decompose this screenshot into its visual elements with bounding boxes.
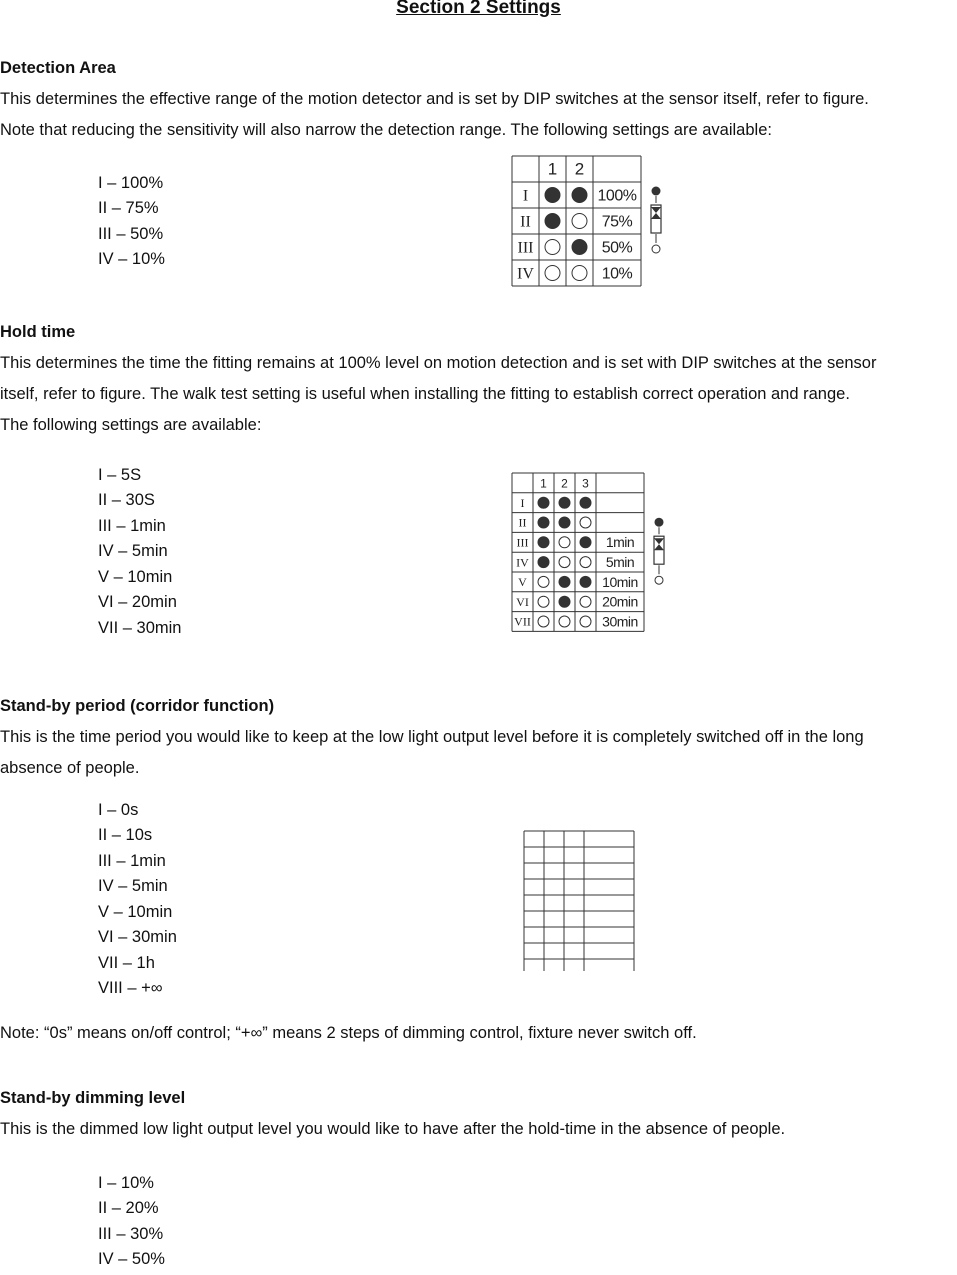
standby-period-option: V – 10min <box>98 903 173 921</box>
standby-period-note: Note: “0s” means on/off control; “+∞” means 2 steps of dimming control, fixture never switch off. <box>0 1024 697 1042</box>
row-value-label: 10% <box>601 265 633 283</box>
dip-column-number: 3 <box>582 476 589 491</box>
standby-period-option: III – 1min <box>98 852 166 870</box>
row-roman-label: IV <box>517 265 534 283</box>
dip-off-dot <box>572 266 587 281</box>
row-roman-label: VII <box>514 614 531 629</box>
standby-dimming-option: II – 20% <box>98 1199 159 1217</box>
dip-on-dot <box>580 497 591 508</box>
standby-dimming-dip-switch-table <box>518 1164 688 1275</box>
detection-option: IV – 10% <box>98 250 165 268</box>
standby-period-heading: Stand-by period (corridor function) <box>0 697 275 715</box>
dip-on-dot <box>559 596 570 607</box>
standby-dimming-option: I – 10% <box>98 1174 154 1192</box>
standby-period-option: IV – 5min <box>98 877 168 895</box>
standby-period-option: VIII – +∞ <box>98 979 163 997</box>
dip-off-dot <box>580 616 591 627</box>
detection-area-heading: Detection Area <box>0 59 116 77</box>
standby-period-option: I – 0s <box>98 801 139 819</box>
standby-period-option: VII – 1h <box>98 954 155 972</box>
dip-off-dot <box>580 517 591 528</box>
detection-dip-switch-table <box>505 150 680 292</box>
dip-column-number: 2 <box>574 159 585 179</box>
dip-off-dot <box>559 537 570 548</box>
hold-time-option: VII – 30min <box>98 619 182 637</box>
page-title: Section 2 Settings <box>396 0 561 18</box>
hold-time-text-line-1: This determines the time the fitting remains at 100% level on motion detection and is set with DIP switches at the sensor <box>0 354 877 372</box>
standby-period-option: VI – 30min <box>98 928 177 946</box>
row-value-label: 50% <box>601 239 633 257</box>
hold-time-text-line-2: itself, refer to figure. The walk test setting is useful when installing the fitting to establish correct operation and range. <box>0 385 850 403</box>
row-roman-label: III <box>517 239 534 257</box>
switch-on-indicator-icon <box>655 518 664 527</box>
dip-on-dot <box>580 576 591 587</box>
dip-off-dot <box>580 596 591 607</box>
row-value-label: 20min <box>602 593 638 610</box>
dip-on-dot <box>538 537 549 548</box>
dip-on-dot <box>545 188 560 203</box>
hold-time-text-line-3: The following settings are available: <box>0 416 262 434</box>
dip-off-dot <box>538 616 549 627</box>
dip-off-dot <box>572 214 587 229</box>
hold-time-option: V – 10min <box>98 568 173 586</box>
dip-on-dot <box>572 188 587 203</box>
dip-off-dot <box>545 266 560 281</box>
row-value-label: 1min <box>605 534 635 551</box>
hold-time-dip-switch-table <box>505 468 680 636</box>
detection-option: II – 75% <box>98 199 159 217</box>
dip-on-dot <box>559 576 570 587</box>
hold-time-option: I – 5S <box>98 466 142 484</box>
switch-on-indicator-icon <box>652 187 661 196</box>
row-roman-label: II <box>520 213 531 231</box>
dip-on-dot <box>580 537 591 548</box>
dip-off-dot <box>538 576 549 587</box>
row-roman-label: IV <box>516 555 529 570</box>
hold-time-option: II – 30S <box>98 491 155 509</box>
standby-period-text-line-1: This is the time period you would like to keep at the low light output level before it is completely switched off in the long <box>0 728 864 746</box>
row-value-label: 5min <box>605 554 635 570</box>
standby-period-option: II – 10s <box>98 826 153 844</box>
dip-off-dot <box>545 240 560 255</box>
row-value-label: 100% <box>597 187 637 205</box>
detection-area-text-line-2: Note that reducing the sensitivity will also narrow the detection range. The following settings are available: <box>0 121 772 139</box>
dip-on-dot <box>538 517 549 528</box>
row-roman-label: I <box>520 495 525 510</box>
standby-period-dip-switch-table <box>518 826 688 971</box>
row-value-label: 75% <box>601 213 633 231</box>
detection-option: I – 100% <box>98 174 164 192</box>
hold-time-heading: Hold time <box>0 323 76 341</box>
standby-dimming-option: IV – 50% <box>98 1250 165 1268</box>
standby-period-text-line-2: absence of people. <box>0 759 140 777</box>
switch-off-indicator-icon <box>655 576 663 584</box>
row-value-label: 10min <box>602 573 638 590</box>
dip-on-dot <box>559 497 570 508</box>
detection-area-text-line-1: This determines the effective range of the motion detector and is set by DIP switches at the sensor itself, refer to figure. <box>0 90 869 108</box>
hold-time-option: IV – 5min <box>98 542 168 560</box>
dip-off-dot <box>559 616 570 627</box>
row-roman-label: VI <box>516 594 529 609</box>
dip-column-number: 1 <box>547 159 558 179</box>
row-roman-label: V <box>518 575 527 590</box>
row-value-label: 30min <box>602 613 638 630</box>
switch-off-indicator-icon <box>652 245 660 253</box>
dip-on-dot <box>538 557 549 568</box>
dip-off-dot <box>580 557 591 568</box>
dip-off-dot <box>559 557 570 568</box>
hold-time-option: VI – 20min <box>98 593 177 611</box>
standby-dimming-option: III – 30% <box>98 1225 164 1243</box>
row-roman-label: III <box>516 535 529 550</box>
row-roman-label: II <box>518 515 527 530</box>
dip-column-number: 2 <box>561 476 568 491</box>
dip-column-number: 1 <box>540 476 547 491</box>
dip-off-dot <box>538 596 549 607</box>
hold-time-option: III – 1min <box>98 517 166 535</box>
dip-on-dot <box>572 240 587 255</box>
standby-dimming-text-line-1: This is the dimmed low light output level you would like to have after the hold-time in the absence of people. <box>0 1120 786 1138</box>
dip-on-dot <box>538 497 549 508</box>
detection-option: III – 50% <box>98 225 164 243</box>
dip-on-dot <box>545 214 560 229</box>
row-roman-label: I <box>522 187 529 205</box>
dip-on-dot <box>559 517 570 528</box>
standby-dimming-heading: Stand-by dimming level <box>0 1089 186 1107</box>
